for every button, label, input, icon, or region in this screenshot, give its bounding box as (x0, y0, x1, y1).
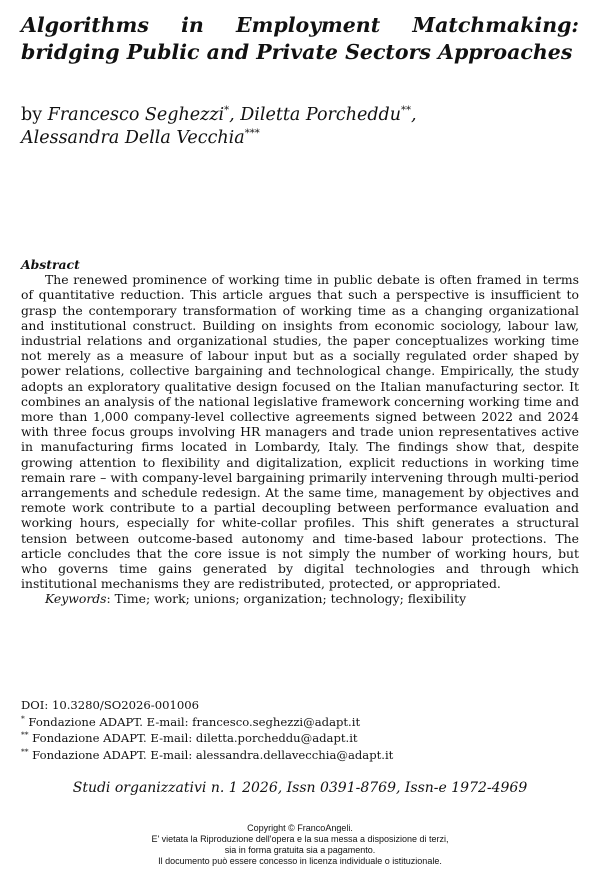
copyright-line: E' vietata la Riproduzione dell'opera e la sua messa a disposizione di terzi, (151, 834, 449, 844)
author-name: Diletta Porcheddu (240, 105, 401, 125)
author-separator: , (411, 105, 417, 125)
copyright-notice (0, 823, 600, 867)
keywords-text: : Time; work; unions; organization; technology; flexibility (106, 591, 467, 607)
footnote (21, 747, 581, 764)
footnote-mark: ** (21, 746, 29, 756)
author-name: Alessandra Della Vecchia (21, 128, 245, 148)
journal-citation: Studi organizzativi n. 1 2026, Issn 0391-8769, Issn-e 1972-4969 (72, 780, 528, 796)
keywords-label: Keywords (45, 591, 107, 607)
footnote-text: Fondazione ADAPT. E-mail: diletta.porcheddu@adapt.it (28, 731, 358, 745)
footnote (21, 714, 581, 731)
paper-title (21, 12, 579, 66)
keywords-line (21, 591, 579, 606)
by-label: by (21, 105, 43, 125)
author-separator: , (229, 105, 241, 125)
copyright-line: sia in forma gratuita sia a pagamento. (224, 845, 376, 855)
copyright-line: Copyright © FrancoAngeli. (247, 823, 353, 833)
footnote-text: Fondazione ADAPT. E-mail: francesco.seghezzi@adapt.it (24, 714, 361, 729)
footnote-mark: * (21, 713, 25, 723)
footnotes (21, 697, 581, 763)
title-line-2: bridging Public and Private Sectors Approaches (21, 40, 573, 64)
title-line-1: Algorithms in Employment Matchmaking: (21, 13, 579, 37)
author-mark: * (224, 105, 230, 117)
author-mark: *** (244, 128, 260, 140)
footnote-mark: ** (21, 730, 29, 740)
footnote (21, 730, 581, 747)
author-name: Francesco Seghezzi (47, 105, 225, 125)
abstract-text: The renewed prominence of working time in public debate is often framed in terms of quantitative reduction. This article argues that such a perspective is insufficient to grasp the contemporary transformation of working time as a changing organizational and institutional construct. Building on insights from economic sociology, labour law, industrial relations and organizational studies, the paper conceptualizes working time not merely as a measure of labour input but as a socially regulated order shaped by power relations, collective bargaining and technological change. Empirically, the study adopts an exploratory qualitative design focused on the Italian manufacturing sector. It combines an analysis of the national legislative framework concerning working time and more than 1,000 company-level collective agreements signed between 2022 and 2024 with three focus groups involving HR managers and trade union representatives active in manufacturing firms located in Lombardy, Italy. The findings show that, despite growing attention to flexibility and digitalization, explicit reductions in working time remain rare – with company-level bargaining primarily intervening through multi-period arrangements and schedule redesign. At the same time, management by objectives and remote work contribute to a partial decoupling between performance evaluation and working hours, especially for white-collar profiles. This shift generates a structural tension between outcome-based autonomy and time-based labour protections. The article concludes that the core issue is not simply the number of working hours, but who governs time gains generated by digital technologies and through which institutional mechanisms they are redistributed, protected, or appropriated. (21, 272, 580, 592)
footnote-text: Fondazione ADAPT. E-mail: alessandra.dellavecchia@adapt.it (28, 747, 394, 762)
abstract-heading: Abstract (21, 257, 80, 272)
author-mark: ** (401, 105, 411, 117)
doi-text: DOI: 10.3280/SO2026-001006 (21, 698, 199, 712)
copyright-line: Il documento può essere concesso in licenza individuale o istituzionale. (158, 856, 442, 866)
abstract-section (21, 257, 579, 607)
author-list (21, 104, 581, 150)
